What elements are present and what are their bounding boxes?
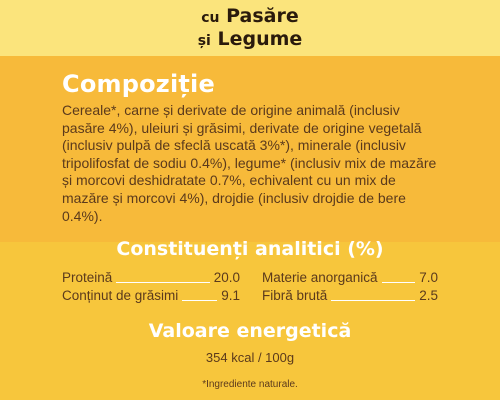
title-main-2: Legume xyxy=(217,28,303,50)
constituent-row xyxy=(262,288,438,304)
leader-line xyxy=(331,300,415,301)
leader-line xyxy=(182,300,217,301)
constituent-label: Proteină xyxy=(62,270,113,285)
constituent-value: 9.1 xyxy=(221,288,240,303)
constituent-row xyxy=(262,270,438,286)
constituent-label: Fibră brută xyxy=(262,288,328,303)
leader-line xyxy=(382,282,416,283)
energy-value: 354 kcal / 100g xyxy=(205,350,295,365)
leader-line xyxy=(116,282,209,283)
constituent-row xyxy=(62,270,240,286)
constituent-value: 20.0 xyxy=(213,270,240,285)
constituent-value: 2.5 xyxy=(419,288,438,303)
composition-heading: Compoziție xyxy=(62,70,215,98)
title-main-1: Pasăre xyxy=(226,5,299,27)
constituent-label: Materie anorganică xyxy=(262,270,378,285)
title-prefix-1: cu xyxy=(201,10,220,26)
footnote: *Ingrediente naturale. xyxy=(202,379,298,390)
constituents-heading: Constituenți analitici (%) xyxy=(116,238,384,260)
title-prefix-2: și xyxy=(197,33,211,49)
constituent-row xyxy=(62,288,240,304)
constituent-label: Conținut de grăsimi xyxy=(62,288,179,303)
energy-heading: Valoare energetică xyxy=(148,320,352,342)
product-title xyxy=(0,6,500,52)
composition-text: Cereale*, carne și derivate de origine animală (inclusiv pasăre 4%), uleiuri și grăsimi, derivate de origine vegetală (inclusiv pulpă de sfeclă uscată 3%*), minerale (inclusiv tripolifosfat de sodiu 0.4%), legume* (inclusiv mix de mazăre și morcovi deshidratate 0.7%, echivalent cu un mix de mazăre și morcovi 4%), drojdie (inclusiv drojdie de bere 0.4%). xyxy=(62,102,437,224)
constituent-value: 7.0 xyxy=(419,270,438,285)
